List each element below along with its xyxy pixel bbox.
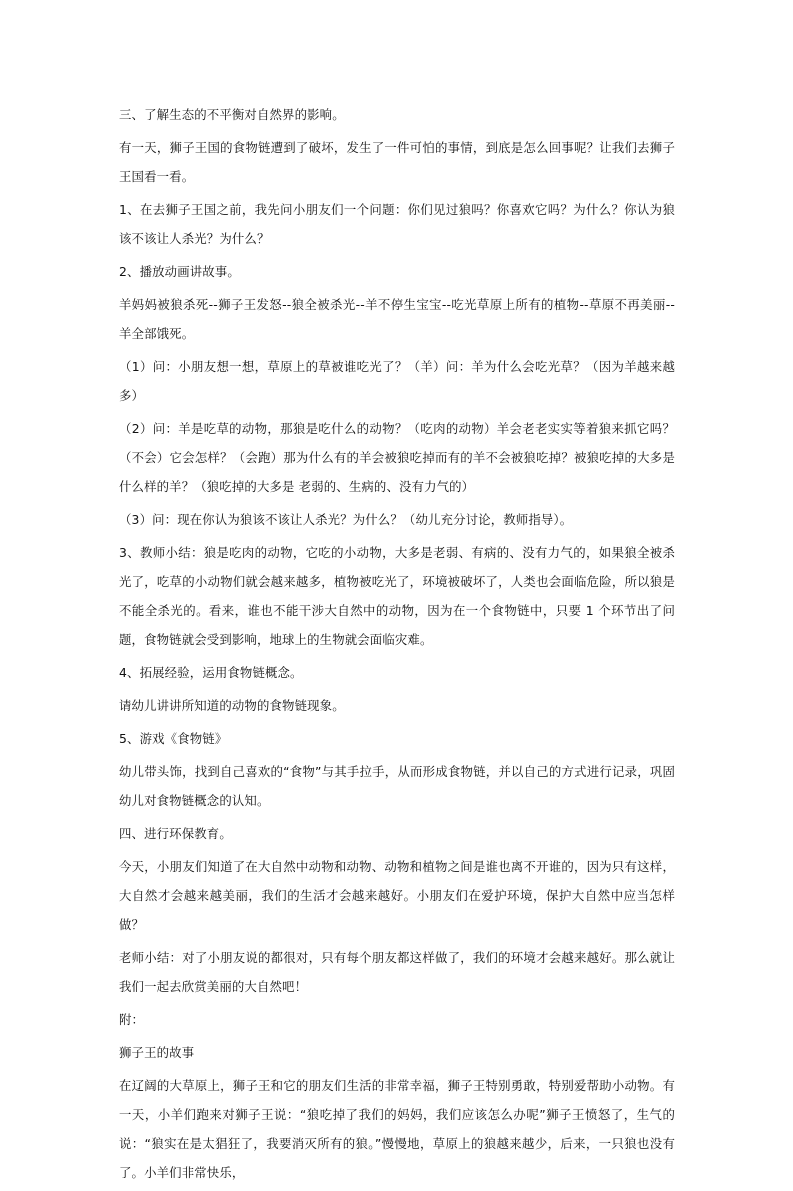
game-paragraph: 幼儿带头饰，找到自己喜欢的“食物”与其手拉手，从而形成食物链，并以自己的方式进行记录，巩固幼儿对食物链概念的认知。 (119, 764, 675, 808)
intro-paragraph: 有一天，狮子王国的食物链遭到了破坏，发生了一件可怕的事情，到底是怎么回事呢？让我们去狮子王国看一看。 (119, 140, 675, 184)
step-2-heading: 2、播放动画讲故事。 (119, 264, 240, 279)
question-2: （2）问：羊是吃草的动物，那狼是吃什么的动物？（吃肉的动物）羊会老老实实等着狼来抓它吗？（不会）它会怎样？（会跑）那为什么有的羊会被狼吃掉而有的羊不会被狼吃掉？被狼吃掉的大多是什么样的羊？（狼吃掉的大多是 老弱的、生病的、没有力气的） (119, 421, 675, 494)
step-4-paragraph: 请幼儿讲讲所知道的动物的食物链现象。 (119, 698, 345, 713)
story-sequence: 羊妈妈被狼杀死--狮子王发怒--狼全被杀光--羊不停生宝宝--吃光草原上所有的植物--草原不再美丽--羊全部饿死。 (119, 297, 675, 341)
teacher-closing: 老师小结：对了小朋友说的都很对，只有每个朋友都这样做了，我们的环境才会越来越好。那么就让我们一起去欣赏美丽的大自然吧！ (119, 950, 675, 994)
step-5-heading: 5、游戏《食物链》 (119, 731, 228, 746)
eco-paragraph: 今天，小朋友们知道了在大自然中动物和动物、动物和植物之间是谁也离不开谁的，因为只有这样，大自然才会越来越美丽，我们的生活才会越来越好。小朋友们在爱护环境，保护大自然中应当怎样做？ (119, 859, 675, 932)
step-4-heading: 4、拓展经验，运用食物链概念。 (119, 665, 303, 680)
appendix-label: 附： (119, 1012, 145, 1027)
story-title: 狮子王的故事 (119, 1045, 195, 1060)
story-paragraph: 在辽阔的大草原上，狮子王和它的朋友们生活的非常幸福，狮子王特别勇敢，特别爱帮助小动物。有一天，小羊们跑来对狮子王说：“狼吃掉了我们的妈妈，我们应该怎么办呢”狮子王愤怒了，生气的说：“狼实在是太猖狂了，我要消灭所有的狼。”慢慢地，草原上的狼越来越少，后来，一只狼也没有了。小羊们非常快乐， (119, 1078, 675, 1180)
section-heading-4: 四、进行环保教育。 (119, 826, 232, 841)
section-heading-3: 三、了解生态的不平衡对自然界的影响。 (119, 107, 345, 122)
step-1-paragraph: 1、在去狮子王国之前，我先问小朋友们一个问题：你们见过狼吗？你喜欢它吗？为什么？你认为狼该不该让人杀光？为什么？ (119, 202, 675, 246)
teacher-summary: 3、教师小结：狼是吃肉的动物，它吃的小动物，大多是老弱、有病的、没有力气的，如果狼全被杀光了，吃草的小动物们就会越来越多，植物被吃光了，环境被破坏了，人类也会面临危险，所以狼是不能全杀光的。看来，谁也不能干涉大自然中的动物，因为在一个食物链中，只要 1 个环节出了问题，食物链就会受到影响，地球上的生物就会面临灾难。 (119, 545, 675, 647)
question-1: （1）问：小朋友想一想，草原上的草被谁吃光了？（羊）问：羊为什么会吃光草？（因为羊越来越多） (119, 359, 675, 403)
question-3: （3）问：现在你认为狼该不该让人杀光？为什么？（幼儿充分讨论，教师指导）。 (119, 512, 573, 527)
document-body (119, 100, 675, 1191)
